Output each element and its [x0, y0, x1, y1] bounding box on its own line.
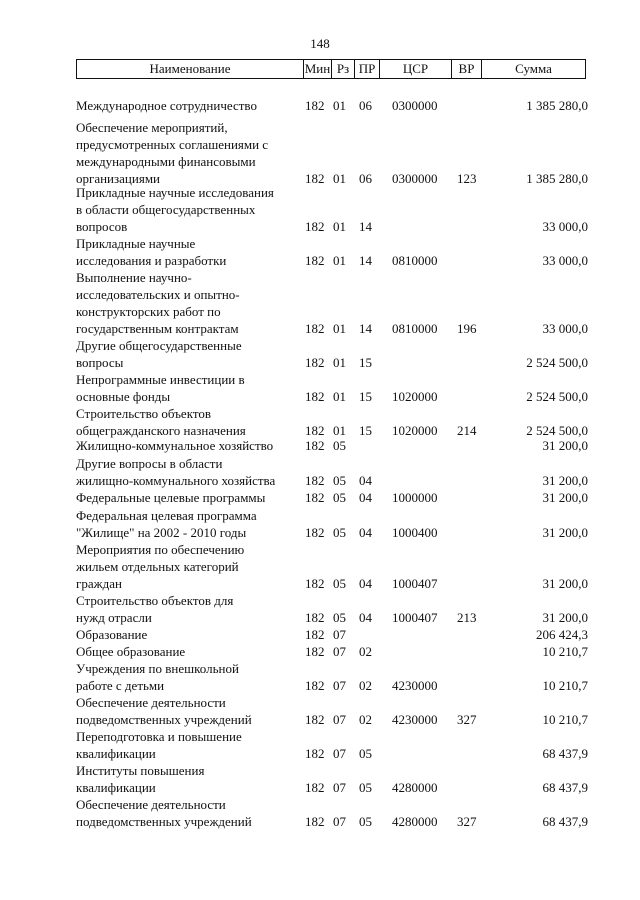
- row-rz: 01: [333, 355, 346, 370]
- row-sum: 68 437,9: [542, 814, 588, 829]
- row-rz: 01: [333, 253, 346, 268]
- row-rz: 01: [333, 389, 346, 404]
- row-csr: 4280000: [392, 780, 438, 795]
- row-min: 182: [305, 814, 325, 829]
- row-name: Общее образование: [76, 644, 186, 659]
- row-sum: 33 000,0: [542, 321, 588, 336]
- row-min: 182: [305, 171, 325, 186]
- table-row: [0, 184, 640, 235]
- row-rz: 01: [333, 219, 346, 234]
- row-csr: 4280000: [392, 814, 438, 829]
- row-vr: 196: [457, 321, 477, 336]
- row-name: Международное сотрудничество: [76, 98, 257, 113]
- header-rz: Рз: [336, 61, 350, 76]
- row-name: Строительство объектов для нужд отрасли: [76, 593, 234, 625]
- row-name: Мероприятия по обеспечению жильем отдельных категорий граждан: [76, 542, 245, 591]
- row-name: Обеспечение мероприятий, предусмотренных соглашениями с международными финансовыми организациями: [76, 120, 269, 186]
- row-csr: 0810000: [392, 253, 438, 268]
- row-pr: 14: [359, 321, 372, 336]
- row-csr: 0300000: [392, 171, 438, 186]
- row-pr: 14: [359, 219, 372, 234]
- row-sum: 31 200,0: [542, 473, 588, 488]
- row-pr: 05: [359, 746, 372, 761]
- row-rz: 05: [333, 576, 346, 591]
- row-rz: 07: [333, 746, 346, 761]
- row-sum: 31 200,0: [542, 438, 588, 453]
- row-min: 182: [305, 98, 325, 113]
- table-row: [0, 119, 640, 187]
- row-min: 182: [305, 644, 325, 659]
- row-rz: 07: [333, 780, 346, 795]
- row-sum: 10 210,7: [542, 644, 588, 659]
- row-pr: 02: [359, 644, 372, 659]
- row-rz: 01: [333, 423, 346, 438]
- row-name: Непрограммные инвестиции в основные фонды: [76, 372, 245, 404]
- row-min: 182: [305, 423, 325, 438]
- row-rz: 07: [333, 644, 346, 659]
- row-min: 182: [305, 627, 325, 642]
- row-pr: 05: [359, 814, 372, 829]
- row-min: 182: [305, 253, 325, 268]
- row-name: Строительство объектов общегражданского назначения: [76, 406, 246, 438]
- row-sum: 1 385 280,0: [526, 171, 588, 186]
- row-sum: 33 000,0: [542, 219, 588, 234]
- row-rz: 01: [333, 321, 346, 336]
- row-name: Учреждения по внешкольной работе с детьми: [76, 661, 239, 693]
- row-min: 182: [305, 610, 325, 625]
- table-row: [0, 437, 640, 454]
- row-name: Федеральные целевые программы: [76, 490, 266, 505]
- row-csr: 0810000: [392, 321, 438, 336]
- row-rz: 05: [333, 490, 346, 505]
- table-row: [0, 507, 640, 541]
- row-sum: 206 424,3: [536, 627, 588, 642]
- row-name: Образование: [76, 627, 148, 642]
- row-name: Федеральная целевая программа "Жилище" на 2002 - 2010 годы: [76, 508, 257, 540]
- row-sum: 2 524 500,0: [526, 423, 588, 438]
- row-name: Жилищно-коммунальное хозяйство: [76, 438, 274, 453]
- row-sum: 1 385 280,0: [526, 98, 588, 113]
- row-name: Прикладные научные исследования в области общегосударственных вопросов: [76, 185, 274, 234]
- row-pr: 04: [359, 473, 372, 488]
- row-sum: 68 437,9: [542, 780, 588, 795]
- row-csr: 1000407: [392, 610, 438, 625]
- row-pr: 06: [359, 98, 372, 113]
- row-sum: 2 524 500,0: [526, 355, 588, 370]
- table-row: [0, 796, 640, 830]
- table-row: [0, 489, 640, 506]
- row-rz: 05: [333, 473, 346, 488]
- table-row: [0, 269, 640, 337]
- row-pr: 04: [359, 610, 372, 625]
- row-csr: 1000407: [392, 576, 438, 591]
- row-vr: 327: [457, 712, 477, 727]
- row-sum: 31 200,0: [542, 576, 588, 591]
- row-rz: 01: [333, 171, 346, 186]
- row-min: 182: [305, 780, 325, 795]
- header-sum: Сумма: [515, 61, 552, 76]
- row-pr: 14: [359, 253, 372, 268]
- row-min: 182: [305, 355, 325, 370]
- table-row: [0, 405, 640, 439]
- row-rz: 07: [333, 678, 346, 693]
- table-row: [0, 371, 640, 405]
- row-vr: 123: [457, 171, 477, 186]
- row-sum: 31 200,0: [542, 610, 588, 625]
- row-name: Выполнение научно- исследовательских и опытно- конструкторских работ по государственным контрактам: [76, 270, 240, 336]
- row-csr: 1020000: [392, 389, 438, 404]
- table-row: [0, 694, 640, 728]
- row-min: 182: [305, 438, 325, 453]
- row-pr: 15: [359, 423, 372, 438]
- row-min: 182: [305, 490, 325, 505]
- row-rz: 07: [333, 627, 346, 642]
- row-csr: 0300000: [392, 98, 438, 113]
- table-row: [0, 235, 640, 269]
- row-min: 182: [305, 219, 325, 234]
- row-csr: 1000000: [392, 490, 438, 505]
- header-vr: ВР: [458, 61, 475, 76]
- row-min: 182: [305, 473, 325, 488]
- row-name: Другие вопросы в области жилищно-коммунального хозяйства: [76, 456, 276, 488]
- row-min: 182: [305, 746, 325, 761]
- row-rz: 07: [333, 712, 346, 727]
- row-csr: 4230000: [392, 678, 438, 693]
- table-row: [0, 643, 640, 660]
- row-sum: 2 524 500,0: [526, 389, 588, 404]
- row-pr: 02: [359, 712, 372, 727]
- row-name: Прикладные научные исследования и разработки: [76, 236, 227, 268]
- table-row: [0, 660, 640, 694]
- row-sum: 31 200,0: [542, 490, 588, 505]
- table-row: [0, 541, 640, 592]
- row-name: Обеспечение деятельности подведомственных учреждений: [76, 695, 252, 727]
- page-number: 148: [310, 36, 330, 51]
- row-pr: 04: [359, 525, 372, 540]
- row-name: Обеспечение деятельности подведомственных учреждений: [76, 797, 252, 829]
- row-name: Другие общегосударственные вопросы: [76, 338, 242, 370]
- row-name: Институты повышения квалификации: [76, 763, 205, 795]
- row-sum: 10 210,7: [542, 712, 588, 727]
- row-csr: 1020000: [392, 423, 438, 438]
- row-pr: 04: [359, 576, 372, 591]
- table-row: [0, 762, 640, 796]
- row-rz: 05: [333, 525, 346, 540]
- table-row: [0, 337, 640, 371]
- table-row: [0, 97, 640, 114]
- row-sum: 10 210,7: [542, 678, 588, 693]
- row-sum: 33 000,0: [542, 253, 588, 268]
- row-vr: 214: [457, 423, 477, 438]
- table-row: [0, 455, 640, 489]
- row-min: 182: [305, 525, 325, 540]
- row-vr: 213: [457, 610, 477, 625]
- row-pr: 15: [359, 389, 372, 404]
- row-min: 182: [305, 712, 325, 727]
- row-csr: 1000400: [392, 525, 438, 540]
- header-name: Наименование: [149, 61, 231, 76]
- row-rz: 07: [333, 814, 346, 829]
- row-sum: 31 200,0: [542, 525, 588, 540]
- row-name: Переподготовка и повышение квалификации: [76, 729, 242, 761]
- table-row: [0, 728, 640, 762]
- row-min: 182: [305, 389, 325, 404]
- header-min: Мин: [304, 61, 331, 76]
- row-rz: 05: [333, 610, 346, 625]
- header-pr: ПР: [358, 61, 376, 76]
- row-rz: 05: [333, 438, 346, 453]
- row-pr: 15: [359, 355, 372, 370]
- row-pr: 02: [359, 678, 372, 693]
- row-rz: 01: [333, 98, 346, 113]
- table-row: [0, 626, 640, 643]
- table-header: [76, 59, 586, 79]
- row-min: 182: [305, 321, 325, 336]
- row-min: 182: [305, 678, 325, 693]
- table-row: [0, 592, 640, 626]
- row-sum: 68 437,9: [542, 746, 588, 761]
- row-pr: 05: [359, 780, 372, 795]
- row-pr: 06: [359, 171, 372, 186]
- row-csr: 4230000: [392, 712, 438, 727]
- row-vr: 327: [457, 814, 477, 829]
- row-min: 182: [305, 576, 325, 591]
- header-csr: ЦСР: [402, 61, 429, 76]
- row-pr: 04: [359, 490, 372, 505]
